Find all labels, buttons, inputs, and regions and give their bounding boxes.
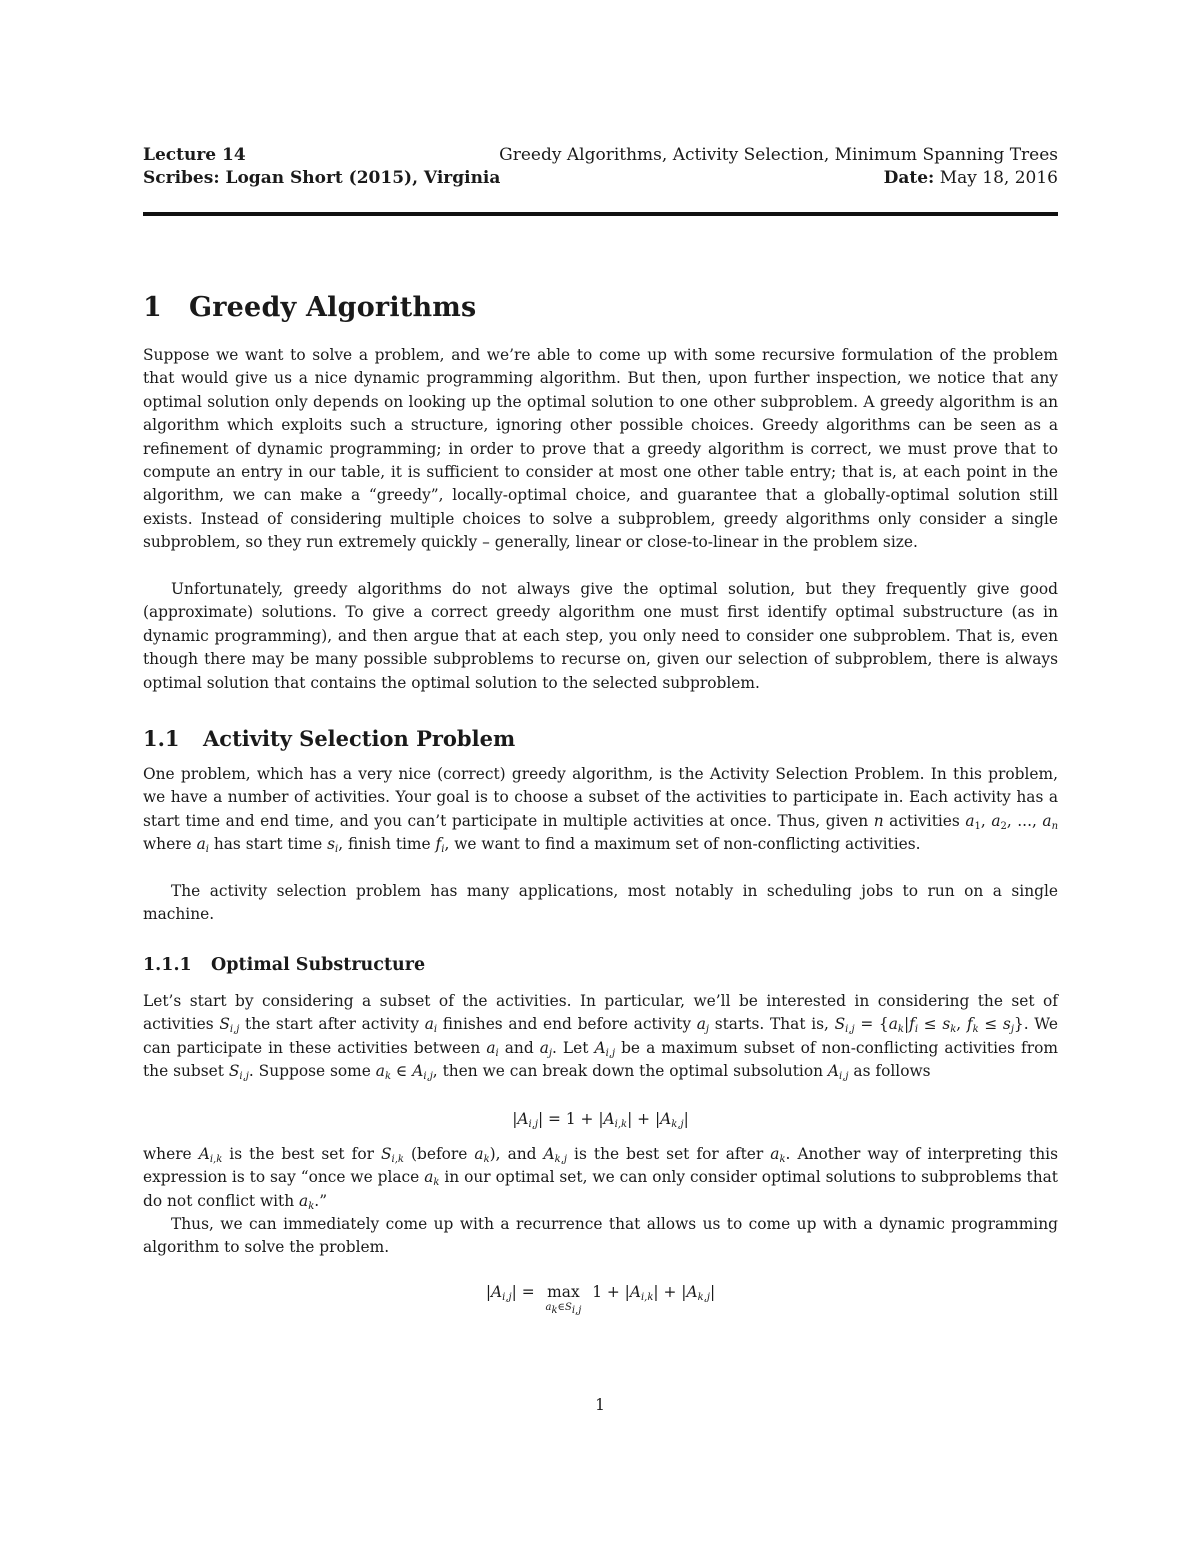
text: in our optimal set, we can only consider optimal solutions to subproblems that do not conflict with	[143, 1168, 1058, 1210]
text: finishes and end before activity	[437, 1015, 697, 1034]
header-rule	[143, 212, 1058, 216]
section-title: Activity Selection Problem	[203, 726, 516, 751]
section-title: Greedy Algorithms	[189, 292, 477, 323]
max-limit: $a_k\in S_{i,j}$	[545, 1302, 582, 1316]
section-number: 1.1.1	[143, 955, 192, 975]
date	[884, 167, 1058, 189]
header-row-2	[143, 167, 1058, 189]
date-label: Date:	[883, 168, 935, 188]
section-1-paragraph-2	[143, 578, 1058, 695]
section-1-1-1-heading	[143, 955, 425, 975]
text: activities	[883, 811, 966, 830]
text: be a maximum subset of non-conflicting activities from the subset	[143, 1038, 1058, 1081]
text: is the best set for	[222, 1145, 381, 1163]
text: , finish time	[338, 835, 436, 854]
text: Let’s start by considering a subset of the activities. In particular, we’ll be interested in considering the set of activities	[143, 992, 1058, 1034]
text: as follows	[848, 1062, 931, 1081]
text: starts. That is,	[709, 1015, 835, 1034]
header-row-1	[143, 144, 1058, 166]
text: (before	[403, 1145, 475, 1163]
max-label: max	[547, 1283, 580, 1301]
section-1-heading	[143, 292, 476, 323]
text: . We can participate in these activities between	[143, 1015, 1058, 1057]
text: , then we can break down the optimal subsolution	[432, 1062, 828, 1081]
text: . Suppose some	[248, 1062, 376, 1081]
max-operator	[545, 1281, 582, 1316]
paragraph-text: Thus, we can immediately come up with a recurrence that allows us to come up with a dynamic programming algorithm to solve the problem.	[143, 1215, 1058, 1257]
page-number: 1	[595, 1396, 605, 1414]
text: and	[498, 1038, 540, 1057]
scribes-label: Scribes: Logan Short (2015), Virginia	[143, 168, 501, 188]
text: the start after activity	[239, 1015, 425, 1034]
text: is the best set for after	[567, 1145, 771, 1163]
text: . Another way of interpreting this expression is to say “once we place	[143, 1145, 1058, 1187]
text: , we want to find a maximum set of non-conflicting activities.	[444, 835, 921, 854]
section-1-1-paragraph-2	[143, 880, 1058, 927]
section-1-paragraph-1: Suppose we want to solve a problem, and we’re able to come up with some recursive formulation of the problem that would give us a nice dynamic programming algorithm. But then, upon further inspection, we notice that any optimal solution only depends on looking up the optimal solution to one other subproblem. A greedy algorithm is an algorithm which exploits such a structure, ignoring other possible choices. Greedy algorithms can be seen as a refinement of dynamic programming; in order to prove that a greedy algorithm is correct, we must prove that to compute an entry in our table, it is sufficient to consider at most one other table entry; that is, at each point in the algorithm, we can make a “greedy”, locally-optimal choice, and guarantee that a globally-optimal solution still exists. Instead of considering multiple choices to solve a subproblem, greedy algorithms only consider a single subproblem, so they run extremely quickly – generally, linear or close-to-linear in the problem size.	[143, 346, 1058, 552]
equation-1: $|A_{i,j}| = 1 + |A_{i,k}| + |A_{k,j}|$	[512, 1110, 689, 1130]
text: One problem, which has a very nice (correct) greedy algorithm, is the Activity Selection Problem. In this problem, we have a number of activities. Your goal is to choose a subset of the activities to participate in. Each activity has a start time and end time, and you can’t participate in multiple activities at once. Thus, given	[143, 765, 1058, 830]
section-1-1-1-paragraph-1: Let’s start by considering a subset of the activities. In particular, we’ll be interested in considering the set of activities $S_{i,j}$ the start after activity $a_i$ finishes and end before activity $a_j$ starts. That is, $S_{i,j} = \{a_k|f_i \le s_k$, $f_k \le s_j$}. We can participate in these activities between $a_i$ and $a_j$. Let $A_{i,j}$ be a maximum subset of non-conflicting activities from the subset $S_{i,j}$. Suppose some $a_k$ ∈ $A_{i,j}$, then we can break down the optimal subsolution $A_{i,j}$ as follows	[143, 992, 1058, 1083]
text: where	[143, 1145, 199, 1163]
text: has start time	[208, 835, 328, 854]
lecture-label: Lecture 14	[143, 145, 246, 165]
paragraph-text: Unfortunately, greedy algorithms do not always give the optimal solution, but they frequently give good (approximate) solutions. To give a correct greedy algorithm one must first identify optimal substructure (as in dynamic programming), and then argue that at each step, you only need to consider one subproblem. That is, even though there may be many possible subproblems to recurse on, given our selection of subproblem, there is always optimal solution that contains the optimal solution to the selected subproblem.	[143, 580, 1058, 692]
section-title: Optimal Substructure	[211, 955, 426, 975]
section-number: 1	[143, 292, 162, 323]
section-number: 1.1	[143, 726, 180, 751]
equation-2: $|A_{i,j}| = \max$ $a_k\in S_{i,j}$ $1 + |A_{i,k}| + |A_{k,j}|$	[485, 1283, 716, 1316]
section-1-1-1-paragraph-3	[143, 1213, 1058, 1260]
section-1-1-paragraph-1: One problem, which has a very nice (correct) greedy algorithm, is the Activity Selection Problem. In this problem, we have a number of activities. Your goal is to choose a subset of the activities to participate in. Each activity has a start time and end time, and you can’t participate in multiple activities at once. Thus, given n activities $a_1$, $a_2$, ..., $a_n$ where $a_i$ has start time $s_i$, finish time $f_i$, we want to find a maximum set of non-conflicting activities.	[143, 765, 1059, 856]
text: .”	[314, 1191, 328, 1210]
lecture-topic: Greedy Algorithms, Activity Selection, Minimum Spanning Trees	[499, 145, 1058, 165]
date-value: May 18, 2016	[939, 168, 1058, 188]
section-1-1-heading	[143, 726, 515, 751]
text: where	[143, 835, 197, 854]
text: ), and	[489, 1145, 544, 1163]
section-1-1-1-paragraph-2: where $A_{i,k}$ is the best set for $S_{i,k}$ (before $a_k$), and $A_{k,j}$ is the best set for after $a_k$. Another way of interpreting this expression is to say “once we place $a_k$ in our optimal set, we can only consider optimal solutions to subproblems that do not conflict with $a_k$.”	[143, 1145, 1058, 1212]
text: . Let	[552, 1038, 595, 1057]
paragraph-text: The activity selection problem has many applications, most notably in scheduling jobs to run on a single machine.	[143, 882, 1058, 924]
